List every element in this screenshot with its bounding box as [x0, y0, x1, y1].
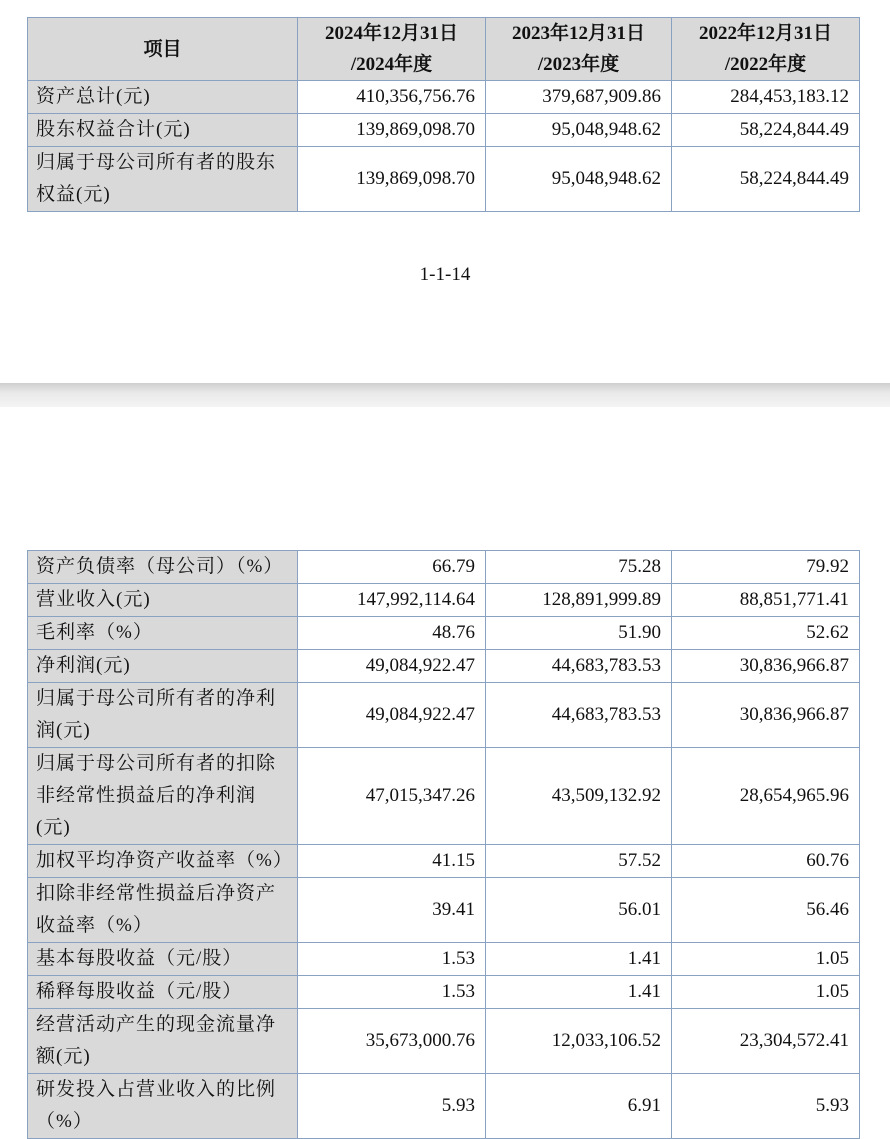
row-label: 加权平均净资产收益率（%） — [28, 845, 298, 878]
cell-2023: 75.28 — [486, 551, 672, 584]
table-row — [28, 878, 860, 943]
cell-2024: 139,869,098.70 — [298, 147, 486, 212]
row-label: 稀释每股收益（元/股） — [28, 976, 298, 1009]
cell-2022: 23,304,572.41 — [672, 1009, 860, 1074]
header-item: 项目 — [28, 18, 298, 81]
table-row — [28, 1074, 860, 1139]
cell-2022: 1.05 — [672, 976, 860, 1009]
row-label: 研发投入占营业收入的比例（%） — [28, 1074, 298, 1139]
cell-2024: 410,356,756.76 — [298, 81, 486, 114]
cell-2023: 12,033,106.52 — [486, 1009, 672, 1074]
table-row — [28, 617, 860, 650]
table-row — [28, 584, 860, 617]
cell-2022: 58,224,844.49 — [672, 114, 860, 147]
row-label: 资产总计(元) — [28, 81, 298, 114]
row-label: 股东权益合计(元) — [28, 114, 298, 147]
cell-2022: 52.62 — [672, 617, 860, 650]
cell-2023: 51.90 — [486, 617, 672, 650]
row-label: 净利润(元) — [28, 650, 298, 683]
header-2024: 2024年12月31日 /2024年度 — [298, 18, 486, 81]
row-label: 毛利率（%） — [28, 617, 298, 650]
cell-2024: 1.53 — [298, 976, 486, 1009]
table-row — [28, 551, 860, 584]
cell-2022: 56.46 — [672, 878, 860, 943]
row-label: 营业收入(元) — [28, 584, 298, 617]
page-separator — [0, 383, 890, 407]
cell-2022: 60.76 — [672, 845, 860, 878]
table-row — [28, 976, 860, 1009]
table-row — [28, 81, 860, 114]
cell-2023: 6.91 — [486, 1074, 672, 1139]
table-row — [28, 748, 860, 845]
table-row — [28, 147, 860, 212]
cell-2024: 35,673,000.76 — [298, 1009, 486, 1074]
financial-summary-table-top — [27, 17, 860, 212]
table-row — [28, 114, 860, 147]
cell-2022: 284,453,183.12 — [672, 81, 860, 114]
row-label: 基本每股收益（元/股） — [28, 943, 298, 976]
cell-2023: 56.01 — [486, 878, 672, 943]
cell-2024: 39.41 — [298, 878, 486, 943]
cell-2023: 1.41 — [486, 976, 672, 1009]
financial-summary-table-bottom — [27, 550, 860, 1139]
cell-2022: 30,836,966.87 — [672, 650, 860, 683]
cell-2022: 58,224,844.49 — [672, 147, 860, 212]
cell-2024: 5.93 — [298, 1074, 486, 1139]
cell-2022: 1.05 — [672, 943, 860, 976]
cell-2022: 79.92 — [672, 551, 860, 584]
header-2023: 2023年12月31日 /2023年度 — [486, 18, 672, 81]
cell-2024: 48.76 — [298, 617, 486, 650]
cell-2023: 128,891,999.89 — [486, 584, 672, 617]
cell-2023: 1.41 — [486, 943, 672, 976]
cell-2024: 66.79 — [298, 551, 486, 584]
cell-2023: 44,683,783.53 — [486, 650, 672, 683]
table-row — [28, 1009, 860, 1074]
page-number: 1-1-14 — [419, 264, 471, 285]
header-row — [28, 18, 860, 81]
cell-2022: 28,654,965.96 — [672, 748, 860, 845]
cell-2022: 30,836,966.87 — [672, 683, 860, 748]
cell-2023: 379,687,909.86 — [486, 81, 672, 114]
table-row — [28, 943, 860, 976]
cell-2023: 43,509,132.92 — [486, 748, 672, 845]
cell-2023: 57.52 — [486, 845, 672, 878]
cell-2022: 88,851,771.41 — [672, 584, 860, 617]
cell-2024: 1.53 — [298, 943, 486, 976]
row-label: 归属于母公司所有者的净利润(元) — [28, 683, 298, 748]
cell-2024: 139,869,098.70 — [298, 114, 486, 147]
cell-2024: 49,084,922.47 — [298, 650, 486, 683]
cell-2023: 95,048,948.62 — [486, 114, 672, 147]
row-label: 归属于母公司所有者的扣除非经常性损益后的净利润(元) — [28, 748, 298, 845]
cell-2024: 147,992,114.64 — [298, 584, 486, 617]
table-row — [28, 650, 860, 683]
table-row — [28, 845, 860, 878]
cell-2023: 44,683,783.53 — [486, 683, 672, 748]
row-label: 资产负债率（母公司）（%） — [28, 551, 298, 584]
row-label: 经营活动产生的现金流量净额(元) — [28, 1009, 298, 1074]
cell-2024: 47,015,347.26 — [298, 748, 486, 845]
cell-2024: 49,084,922.47 — [298, 683, 486, 748]
row-label: 归属于母公司所有者的股东权益(元) — [28, 147, 298, 212]
header-2022: 2022年12月31日 /2022年度 — [672, 18, 860, 81]
cell-2022: 5.93 — [672, 1074, 860, 1139]
cell-2023: 95,048,948.62 — [486, 147, 672, 212]
table-row — [28, 683, 860, 748]
cell-2024: 41.15 — [298, 845, 486, 878]
row-label: 扣除非经常性损益后净资产收益率（%） — [28, 878, 298, 943]
